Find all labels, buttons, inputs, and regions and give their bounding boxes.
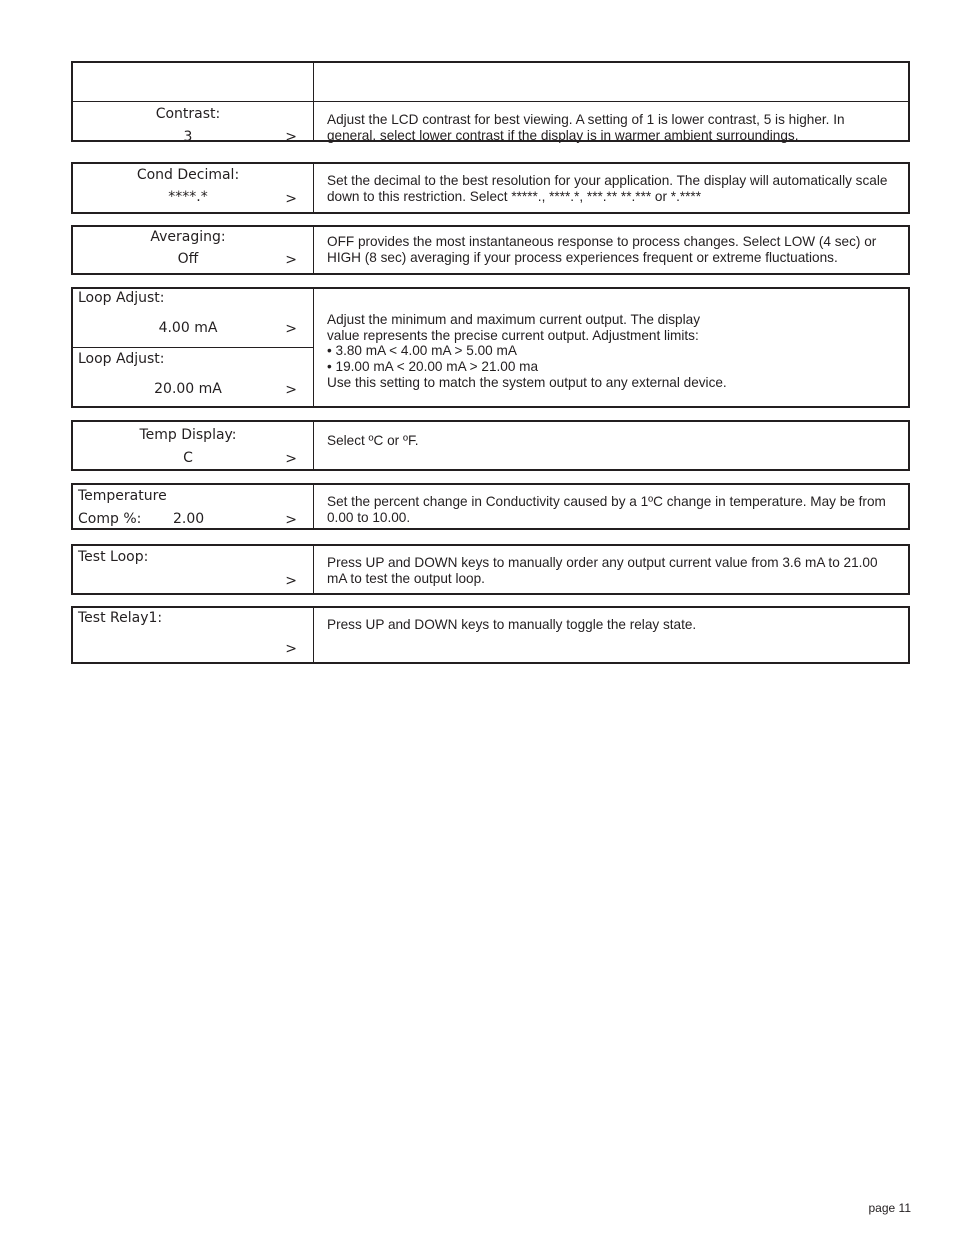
temp-display-arrow: > — [285, 451, 297, 467]
loop-adjust-low-arrow: > — [285, 321, 297, 337]
temperature-comp-value: 2.00 — [173, 511, 205, 527]
test-loop-left-cell — [73, 546, 314, 593]
averaging-left-cell — [73, 227, 314, 273]
row-test-loop — [71, 544, 910, 595]
cond-decimal-description: Set the decimal to the best resolution for your application. The display will automatically scale down to this restriction. Select *****., ****.*, ***.** **.*** or *.**** — [327, 173, 888, 204]
temperature-comp-arrow: > — [285, 512, 297, 528]
loop-adjust-description-3: Use this setting to match the system output to any external device. — [327, 375, 727, 390]
temp-display-value: C — [183, 450, 193, 466]
loop-adjust-description-1: Adjust the minimum and maximum current output. The display — [327, 312, 700, 327]
cond-decimal-label: Cond Decimal: — [136, 167, 240, 183]
test-relay1-left-cell — [73, 608, 314, 662]
loop-adjust-low-label: Loop Adjust: — [78, 290, 165, 306]
loop-adjust-right-cell — [314, 289, 908, 406]
row-test-relay1 — [71, 606, 910, 664]
test-loop-right-cell — [314, 546, 908, 593]
page-number: page 11 — [868, 1201, 911, 1215]
loop-adjust-description-2: value represents the precise current output. Adjustment limits: — [327, 327, 699, 343]
contrast-value: 3 — [183, 129, 193, 145]
test-relay1-right-cell — [314, 608, 908, 662]
loop-adjust-left-cell — [73, 289, 314, 406]
loop-adjust-high-label: Loop Adjust: — [78, 351, 165, 367]
cond-decimal-right-cell — [314, 164, 908, 212]
cond-decimal-left-cell — [73, 164, 314, 212]
test-relay1-arrow: > — [285, 641, 297, 657]
temperature-comp-sublabel: Comp %: — [78, 511, 142, 527]
temp-display-right-cell — [314, 422, 908, 469]
test-loop-description: Press UP and DOWN keys to manually order any output current value from 3.6 mA to 21.00 mA to test the output loop. — [327, 555, 878, 586]
loop-adjust-low-value: 4.00 mA — [158, 320, 218, 336]
loop-adjust-bullet-2: • 19.00 mA < 20.00 mA > 21.00 ma — [327, 358, 539, 374]
loop-adjust-bullet-1: • 3.80 mA < 4.00 mA > 5.00 mA — [327, 343, 517, 358]
averaging-description: OFF provides the most instantaneous response to process changes. Select LOW (4 sec) or HIGH (8 sec) averaging if your process experiences frequent or extreme fluctuations. — [327, 234, 877, 265]
temperature-comp-label: Temperature — [78, 488, 167, 504]
temperature-comp-description: Set the percent change in Conductivity caused by a 1ºC change in temperature. May be from 0.00 to 10.00. — [327, 494, 886, 525]
temperature-comp-left-cell — [73, 485, 314, 528]
table-header — [71, 61, 910, 145]
test-relay1-description: Press UP and DOWN keys to manually toggle the relay state. — [327, 617, 697, 632]
loop-adjust-high-arrow: > — [285, 382, 297, 398]
averaging-right-cell — [314, 227, 908, 273]
temp-display-description: Select ºC or ºF. — [327, 433, 419, 448]
row-averaging — [71, 225, 910, 275]
averaging-label: Averaging: — [150, 229, 226, 245]
test-loop-label: Test Loop: — [78, 549, 149, 565]
row-temperature-comp — [71, 483, 910, 530]
temp-display-label: Temp Display: — [139, 427, 237, 443]
test-loop-arrow: > — [285, 573, 297, 589]
loop-adjust-high-value: 20.00 mA — [154, 381, 222, 397]
header-right-cell — [314, 63, 908, 143]
header-left-cell — [73, 63, 314, 145]
temp-display-left-cell — [73, 422, 314, 469]
cond-decimal-arrow: > — [285, 191, 297, 207]
contrast-arrow: > — [285, 129, 297, 145]
averaging-value: Off — [177, 251, 199, 267]
test-relay1-label: Test Relay1: — [78, 610, 163, 626]
row-loop-adjust — [71, 287, 910, 408]
contrast-label: Contrast: — [155, 106, 221, 122]
contrast-description: Adjust the LCD contrast for best viewing. A setting of 1 is lower contrast, 5 is higher. In general, select lower contrast if the display is in warmer ambient surroundings. — [327, 112, 845, 143]
cond-decimal-value: ****.* — [168, 189, 208, 205]
row-temp-display — [71, 420, 910, 471]
averaging-arrow: > — [285, 252, 297, 268]
temperature-comp-right-cell — [314, 485, 908, 528]
row-cond-decimal — [71, 162, 910, 214]
